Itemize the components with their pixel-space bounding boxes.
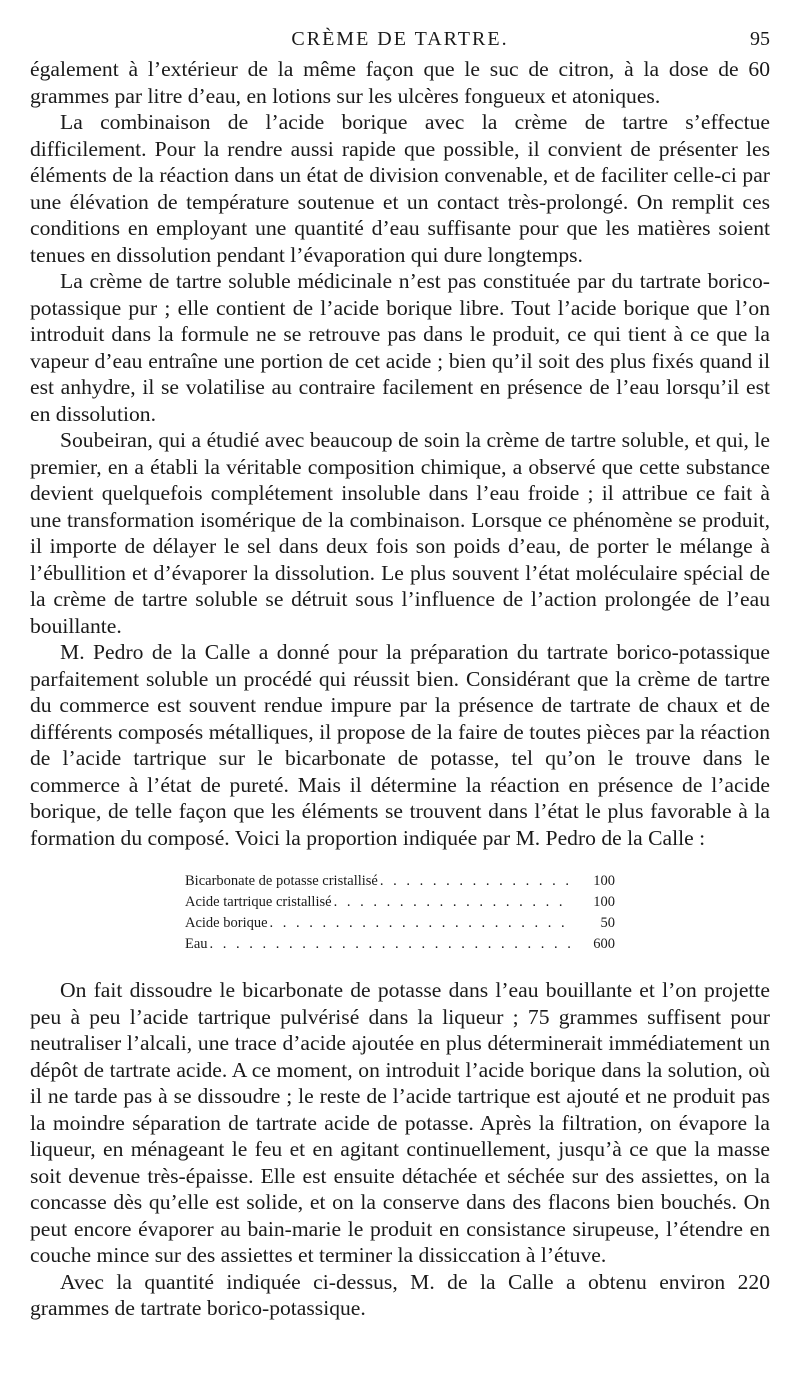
paragraph: La crème de tartre soluble médicinale n’est pas constituée par du tartrate borico-potassique pur ; elle contient de l’acide borique libre. Tout l’acide borique que l’on introduit dans la formule ne se retrouve pas dans le produit, ce qui tient à ce que la vapeur d’eau entraîne une portion de cet acide ; bien qu’il soit des plus fixés quand il est anhydre, il se volatilise au contraire facilement en présence de l’eau lorsqu’il est en dissolution.	[30, 269, 770, 426]
dot-leader	[334, 892, 573, 913]
running-title: CRÈME DE TARTRE.	[291, 28, 509, 50]
recipe-row	[185, 892, 615, 913]
recipe-ingredient: Acide borique	[185, 915, 268, 931]
paragraph: La combinaison de l’acide borique avec la crème de tartre s’effectue difficilement. Pour la rendre aussi rapide que possible, il convient de présenter les éléments de la réaction dans un état de division convenable, et de faciliter celle-ci par une élévation de température soutenue et un contact très-prolongé. On remplit ces conditions en employant une quantité d’eau suffisante pour que les matières soient tenues en dissolution pendant l’évaporation qui dure longtemps.	[30, 110, 770, 267]
recipe-ingredient: Eau	[185, 936, 208, 952]
page-number: 95	[750, 28, 770, 50]
recipe-quantity: 600	[593, 936, 615, 952]
paragraph: On fait dissoudre le bicarbonate de potasse dans l’eau bouillante et l’on projette peu à peu l’acide tartrique pulvérisé dans la liqueur ; 75 grammes suffisent pour neutraliser l’alcali, une trace d’acide ajoutée en plus déterminerait immédiatement un dépôt de tartrate acide. A ce moment, on introduit l’acide borique dans la solution, où il ne tarde pas à se dissoudre ; le reste de l’acide tartrique est ajouté et ne produit pas la moindre séparation de tartrate acide de potasse. Après la filtration, on évapore la liqueur, en ménageant le feu et en agitant continuellement, jusqu’à ce que la masse soit devenue très-épaisse. Elle est ensuite détachée et séchée sur des assiettes, on la concasse dès qu’elle est solide, et on la conserve dans des flacons bien bouchés. On peut encore évaporer au bain-marie le produit en consistance sirupeuse, l’étendre en couche mince sur des assiettes et terminer la dissiccation à l’étuve.	[30, 978, 770, 1267]
recipe-row	[185, 934, 615, 955]
recipe-quantity: 100	[593, 894, 615, 910]
recipe-ingredient: Acide tartrique cristallisé	[185, 894, 332, 910]
recipe-quantity: 50	[600, 915, 615, 931]
paragraph-continued: également à l’extérieur de la même façon que le suc de citron, à la dose de 60 grammes par litre d’eau, en lotions sur les ulcères fongueux et atoniques.	[30, 57, 770, 108]
running-head	[30, 22, 770, 56]
dot-leader	[270, 913, 573, 934]
dot-leader	[210, 934, 573, 955]
paragraph: Avec la quantité indiquée ci-dessus, M. de la Calle a obtenu environ 220 grammes de tartrate borico-potassique.	[30, 1269, 770, 1320]
recipe-quantity: 100	[593, 873, 615, 889]
body-text	[30, 56, 770, 1322]
recipe-table	[185, 871, 615, 955]
recipe-row	[185, 913, 615, 934]
paragraph: M. Pedro de la Calle a donné pour la préparation du tartrate borico-potassique parfaitement soluble un procédé qui réussit bien. Considérant que la crème de tartre du commerce est souvent rendue impure par la présence de tartrate de chaux et de différents composés métalliques, il propose de la faire de toutes pièces par la réaction de l’acide tartrique sur le bicarbonate de potasse, tel qu’on le trouve dans le commerce à l’état de pureté. Mais il détermine la réaction en présence de l’acide borique, de telle façon que les éléments se trouvent dans l’état le plus favorable à la formation du composé. Voici la proportion indiquée par M. Pedro de la Calle :	[30, 640, 770, 850]
recipe-row	[185, 871, 615, 892]
dot-leader	[380, 871, 573, 892]
book-page	[30, 22, 770, 1322]
recipe-ingredient: Bicarbonate de potasse cristallisé	[185, 873, 378, 889]
paragraph: Soubeiran, qui a étudié avec beaucoup de soin la crème de tartre soluble, et qui, le premier, en a établi la véritable composition chimique, a observé que cette substance devient quelquefois complétement insoluble dans l’eau froide ; il attribue ce fait à une transformation isomérique de la combinaison. Lorsque ce phénomène se produit, il importe de délayer le sel dans deux fois son poids d’eau, de porter le mélange à l’ébullition et d’évaporer la dissolution. Le plus souvent l’état moléculaire spécial de la crème de tartre soluble se détruit sous l’influence de l’action prolongée de l’eau bouillante.	[30, 428, 770, 638]
